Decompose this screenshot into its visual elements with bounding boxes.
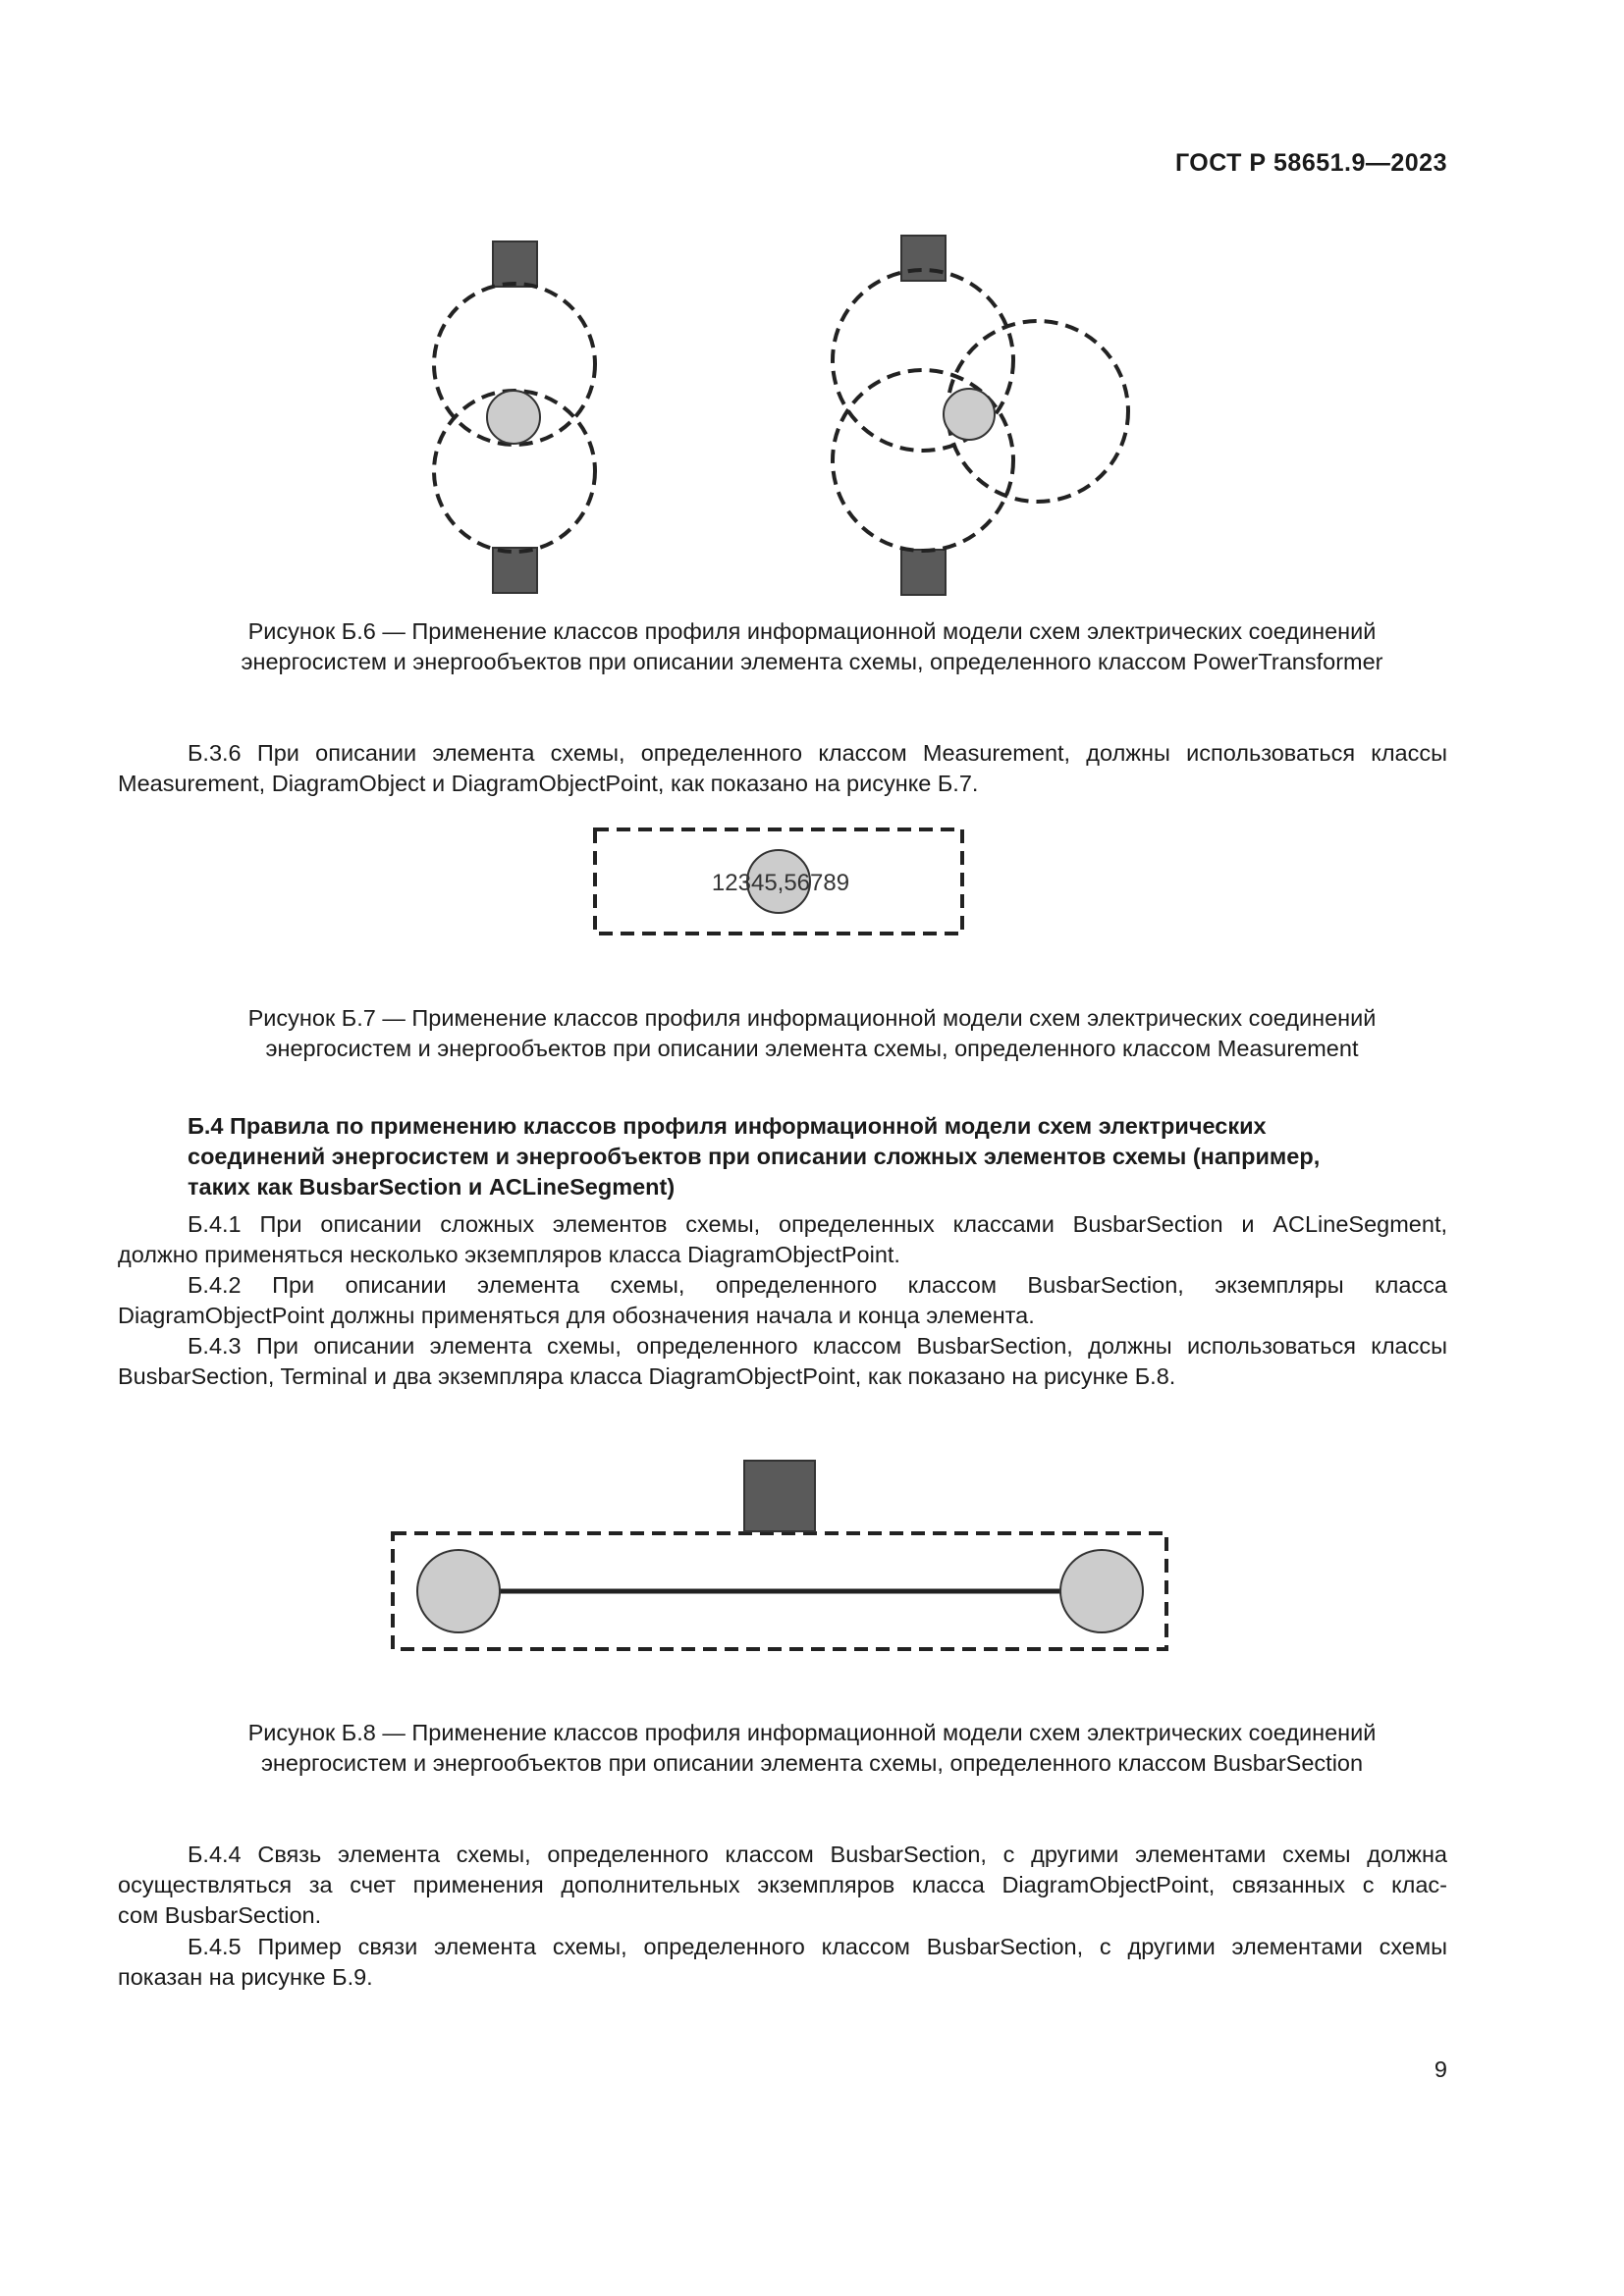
three-winding-transformer — [833, 236, 1128, 595]
two-winding-transformer — [434, 241, 595, 593]
terminal-top — [493, 241, 537, 287]
measurement-value: 12345,56789 — [711, 870, 850, 896]
terminal-bottom — [901, 550, 946, 595]
paragraph-b4-3: Б.4.3 При описании элемента схемы, определенного классом BusbarSection, должны использоваться классы BusbarSection, Terminal и два экземпляра класса DiagramObjectPoint, как показано на рисунке Б.8. — [118, 1333, 1447, 1389]
terminal-top — [901, 236, 946, 281]
diagram-object-point — [944, 389, 995, 440]
paragraph-b4-1: Б.4.1 При описании сложных элементов схемы, определенных классами BusbarSection и ACLineSegment, должно применяться несколько экземпляров класса DiagramObjectPoint. — [118, 1211, 1447, 1267]
figure-b7-caption: Рисунок Б.7 — Применение классов профиля информационной модели схем электрических соединений энергосистем и энергообъектов при описании элемента схемы, определенного классом Measurement — [247, 1005, 1377, 1061]
section-heading-b4: Б.4 Правила по применению классов профиля информационной модели схем электрических соединений энергосистем и энергообъектов при описании сложных элементов схемы (например, таких как BusbarSection и ACLineSegment) — [188, 1113, 1321, 1200]
document-header: ГОСТ Р 58651.9—2023 — [1174, 149, 1447, 177]
figure-b6-caption: Рисунок Б.6 — Применение классов профиля информационной модели схем электрических соединений энергосистем и энергообъектов при описании элемента схемы, определенного классом PowerTransformer — [241, 618, 1383, 674]
diagram-object-point-end — [1060, 1550, 1143, 1632]
page-number: 9 — [1434, 2056, 1447, 2082]
figure-b7-diagram — [0, 815, 1624, 952]
terminal — [744, 1461, 815, 1531]
diagram-object-point-start — [417, 1550, 500, 1632]
paragraph-b3-6: Б.3.6 При описании элемента схемы, определенного классом Measurement, должны использоваться классы Measurement, DiagramObject и DiagramObjectPoint, как показано на рисунке Б.7. — [118, 740, 1447, 796]
figure-b6-diagram — [0, 0, 1624, 628]
terminal-bottom — [493, 548, 537, 593]
figure-b8-caption: Рисунок Б.8 — Применение классов профиля информационной модели схем электрических соединений энергосистем и энергообъектов при описании элемента схемы, определенного классом BusbarSection — [247, 1720, 1377, 1776]
paragraph-b4-2: Б.4.2 При описании элемента схемы, определенного классом BusbarSection, экземпляры класса DiagramObjectPoint должны применяться для обозначения начала и конца элемента. — [118, 1272, 1447, 1328]
diagram-object-point — [487, 391, 540, 444]
figure-b8-diagram — [0, 1453, 1624, 1669]
paragraph-b4-5: Б.4.5 Пример связи элемента схемы, определенного классом BusbarSection, с другими элементами схемы показан на рисунке Б.9. — [118, 1934, 1447, 1990]
paragraph-b4-4: Б.4.4 Связь элемента схемы, определенного классом BusbarSection, с другими элементами схемы должна осуществляться за счет применения дополнительных экземпляров класса DiagramObjectPoint, связанных с клас- сом BusbarSection. — [118, 1842, 1447, 1928]
